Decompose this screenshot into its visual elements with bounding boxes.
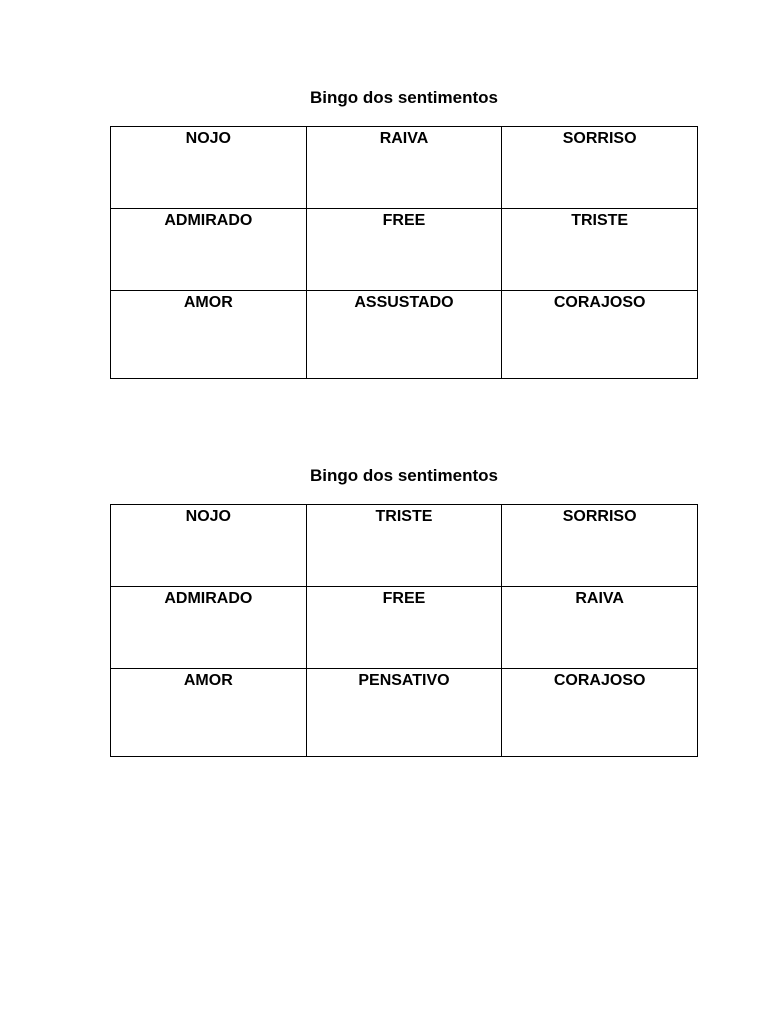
bingo-cell: NOJO	[111, 127, 307, 209]
bingo-grid	[110, 504, 698, 757]
bingo-cell: ADMIRADO	[111, 587, 307, 669]
table-row	[111, 209, 698, 291]
bingo-card-1	[110, 86, 698, 379]
bingo-cell: AMOR	[111, 291, 307, 379]
table-row	[111, 291, 698, 379]
bingo-cell: SORRISO	[502, 127, 698, 209]
table-row	[111, 127, 698, 209]
bingo-cell: AMOR	[111, 669, 307, 757]
bingo-cell: ASSUSTADO	[306, 291, 502, 379]
bingo-cell: CORAJOSO	[502, 669, 698, 757]
bingo-cell: NOJO	[111, 505, 307, 587]
bingo-cell: TRISTE	[306, 505, 502, 587]
bingo-cell: PENSATIVO	[306, 669, 502, 757]
bingo-cell: FREE	[306, 209, 502, 291]
bingo-cell: RAIVA	[306, 127, 502, 209]
card-title: Bingo dos sentimentos	[310, 466, 498, 485]
bingo-cell: FREE	[306, 587, 502, 669]
bingo-cell: ADMIRADO	[111, 209, 307, 291]
bingo-cell: TRISTE	[502, 209, 698, 291]
bingo-card-2	[110, 464, 698, 757]
table-row	[111, 505, 698, 587]
card-title: Bingo dos sentimentos	[310, 88, 498, 107]
table-row	[111, 587, 698, 669]
bingo-cell: RAIVA	[502, 587, 698, 669]
table-row	[111, 669, 698, 757]
bingo-cell: SORRISO	[502, 505, 698, 587]
bingo-grid	[110, 126, 698, 379]
bingo-cell: CORAJOSO	[502, 291, 698, 379]
